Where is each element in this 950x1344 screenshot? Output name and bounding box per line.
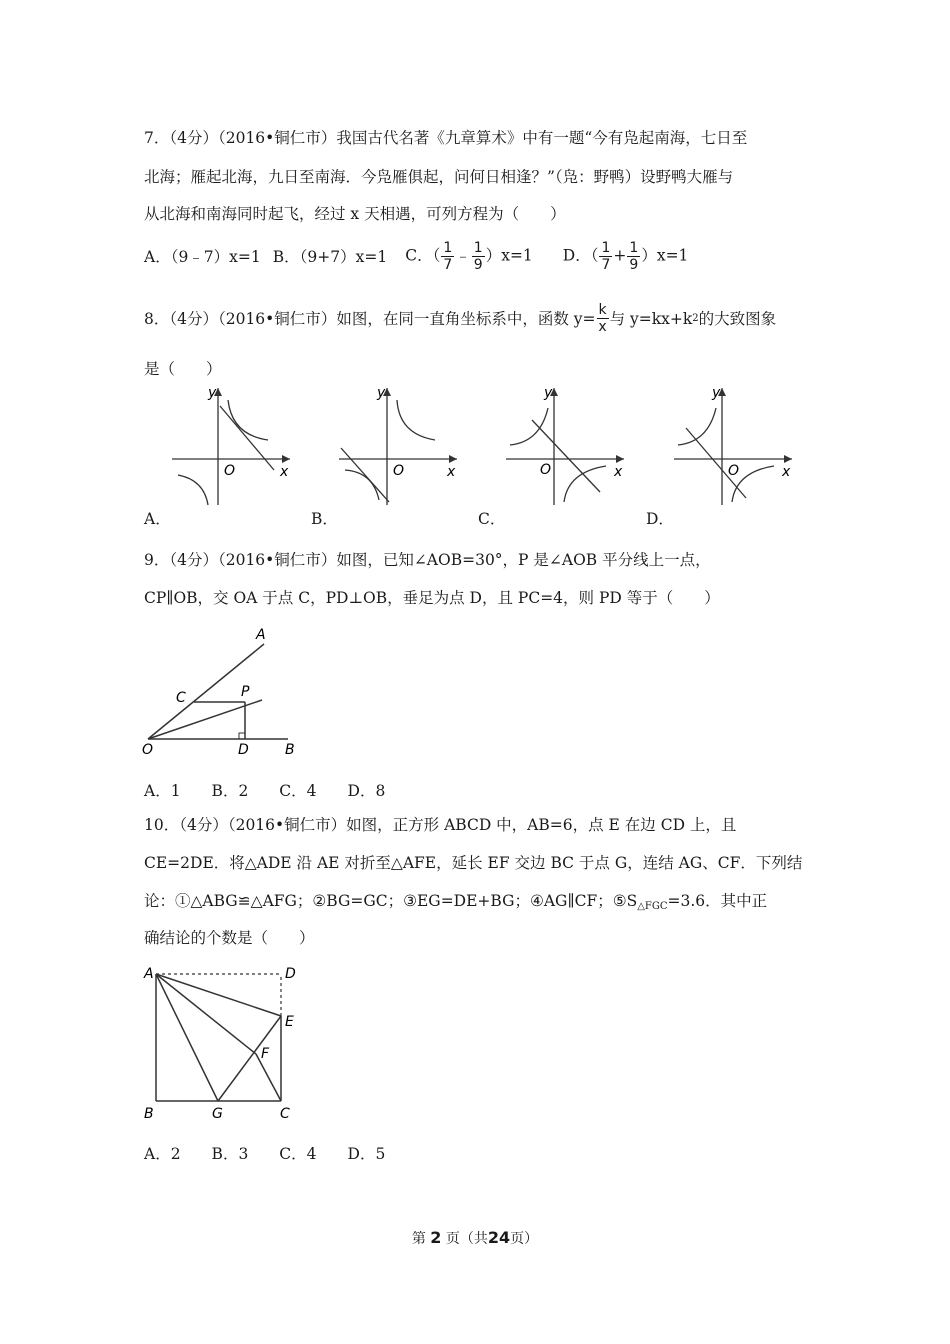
q8-graph-b [335, 380, 465, 508]
hyperbola-branch [564, 466, 606, 502]
point-label-o: O [142, 742, 154, 758]
fraction-num: 1 [601, 239, 611, 256]
point-label-b: B [285, 742, 295, 758]
q8-graph-d [670, 380, 800, 508]
fraction [597, 302, 609, 335]
q10-stem-line3 [144, 889, 767, 912]
origin-label: O [393, 463, 405, 479]
q9-stem-line1: 9．（4分）（2016•铜仁市）如图，已知∠AOB=30°，P 是∠AOB 平分线上一点， [144, 551, 711, 569]
q7-stem-line2: 北海；雁起北海，九日至南海．今凫雁俱起，问何日相逢？”（凫：野鸭）设野鸭大雁与 [144, 168, 734, 186]
q7-option-c-prefix: C．（ [405, 246, 441, 264]
point-label-f: F [261, 1046, 270, 1062]
right-angle-mark [239, 733, 245, 739]
axis-x-label: x [614, 464, 623, 480]
line-graph [341, 448, 389, 502]
fraction [472, 240, 485, 273]
fraction-num: 1 [629, 239, 639, 256]
axis-x-label: x [782, 464, 791, 480]
fraction-num: 1 [443, 239, 453, 256]
footer-middle: 页（共 [445, 1231, 488, 1247]
axis-y-label: y [544, 385, 553, 401]
q8-option-b-label: B． [311, 510, 338, 528]
q9-options: A．1 B．2 C．4 D．8 [144, 782, 386, 800]
point-label-g: G [212, 1106, 223, 1122]
hyperbola-branch [510, 408, 548, 445]
q8-graph-a [168, 380, 298, 508]
q10-figure [140, 960, 310, 1125]
q9-figure [138, 622, 308, 762]
q10-stem-line3-suffix: =3.6．其中正 [667, 892, 768, 910]
point-label-b: B [144, 1106, 154, 1122]
fraction [599, 240, 612, 273]
fraction [627, 240, 640, 273]
q8-stem-middle: 与 y=kx+k [609, 310, 693, 328]
hyperbola-branch [678, 408, 716, 445]
q7-options [144, 236, 688, 276]
q10-stem-line1: 10．（4分）（2016•铜仁市）如图，正方形 ABCD 中，AB=6，点 E 在边 CD 上，且 [144, 816, 737, 834]
axis-x-label: x [447, 464, 456, 480]
q8-stem-suffix: 的大致图象 [698, 310, 777, 328]
q7-stem-line1: 7．（4分）（2016•铜仁市）我国古代名著《九章算术》中有一题“今有凫起南海，七日至 [144, 129, 748, 147]
q7-option-d-prefix: D．（ [562, 246, 599, 264]
line-graph [220, 406, 274, 470]
axis-y-label: y [208, 385, 217, 401]
point-label-d: D [285, 966, 296, 982]
total-pages: 24 [487, 1228, 511, 1247]
footer-prefix: 第 [411, 1231, 426, 1247]
q9-stem-line2: CP∥OB，交 OA 于点 C，PD⊥OB，垂足为点 D，且 PC=4，则 PD 等于（ ） [144, 589, 720, 607]
point-label-p: P [241, 684, 250, 700]
point-label-c: C [280, 1106, 290, 1122]
q7-option-c [405, 240, 533, 273]
page-number: 2 [430, 1228, 442, 1247]
q10-stem-line4: 确结论的个数是（ ） [144, 929, 315, 947]
hyperbola-branch [178, 475, 208, 505]
q7-option-a: A．（9﹣7）x=1 [144, 248, 261, 266]
page-footer [0, 1228, 950, 1248]
plus-sign: + [613, 246, 627, 264]
segment-ae [156, 974, 281, 1016]
hyperbola-branch [228, 400, 268, 440]
point-label-a: A [256, 627, 266, 643]
origin-label: O [224, 463, 236, 479]
q10-options: A．2 B．3 C．4 D．5 [144, 1145, 386, 1163]
q7-stem-line3: 从北海和南海同时起飞，经过 x 天相遇，可列方程为（ ） [144, 205, 566, 223]
fraction [441, 240, 454, 273]
point-label-c: C [176, 690, 186, 706]
line-graph [532, 420, 600, 492]
subscript: △FGC [637, 901, 668, 912]
q8-stem-prefix: 8．（4分）（2016•铜仁市）如图，在同一直角坐标系中，函数 y= [144, 310, 596, 328]
fraction-den: x [598, 318, 607, 335]
axis-y-label: y [712, 385, 721, 401]
origin-label: O [540, 462, 552, 478]
segment-eg [218, 1016, 281, 1101]
fraction-den: 9 [473, 256, 483, 273]
hyperbola-branch [397, 400, 435, 440]
point-label-d: D [238, 742, 249, 758]
segment-af [156, 974, 256, 1054]
q7-option-d-suffix: ）x=1 [641, 246, 689, 264]
fraction-num: 1 [473, 239, 483, 256]
point-label-a: A [144, 966, 154, 982]
fraction-den: 9 [629, 256, 639, 273]
q8-option-a-label: A． [144, 510, 171, 528]
superscript: 2 [692, 312, 699, 324]
point-label-e: E [285, 1014, 294, 1030]
q8-option-d-label: D． [646, 510, 674, 528]
fraction-den: 7 [443, 256, 453, 273]
origin-label: O [728, 463, 740, 479]
axis-x-label: x [280, 464, 289, 480]
q8-option-c-label: C． [478, 510, 506, 528]
axis-y-label: y [377, 385, 386, 401]
fraction-num: k [598, 301, 607, 318]
footer-suffix: 页） [510, 1231, 539, 1247]
fraction-den: 7 [601, 256, 611, 273]
q8-graph-c [502, 380, 632, 508]
q8-stem-line1 [144, 298, 776, 338]
segment-ag [156, 974, 218, 1101]
q7-option-b: B．（9+7）x=1 [272, 248, 388, 266]
q7-option-d [563, 240, 689, 273]
q8-stem-line2: 是（ ） [144, 360, 222, 378]
q10-stem-line3-prefix: 论：①△ABG≌△AFG；②BG=GC；③EG=DE+BG；④AG∥CF；⑤S [144, 892, 638, 910]
q7-option-c-suffix: ）x=1 [485, 246, 533, 264]
q10-stem-line2: CE=2DE．将△ADE 沿 AE 对折至△AFE，延长 EF 交边 BC 于点 G，连结 AG、CF．下列结 [144, 854, 803, 872]
minus-sign: ﹣ [455, 246, 471, 264]
